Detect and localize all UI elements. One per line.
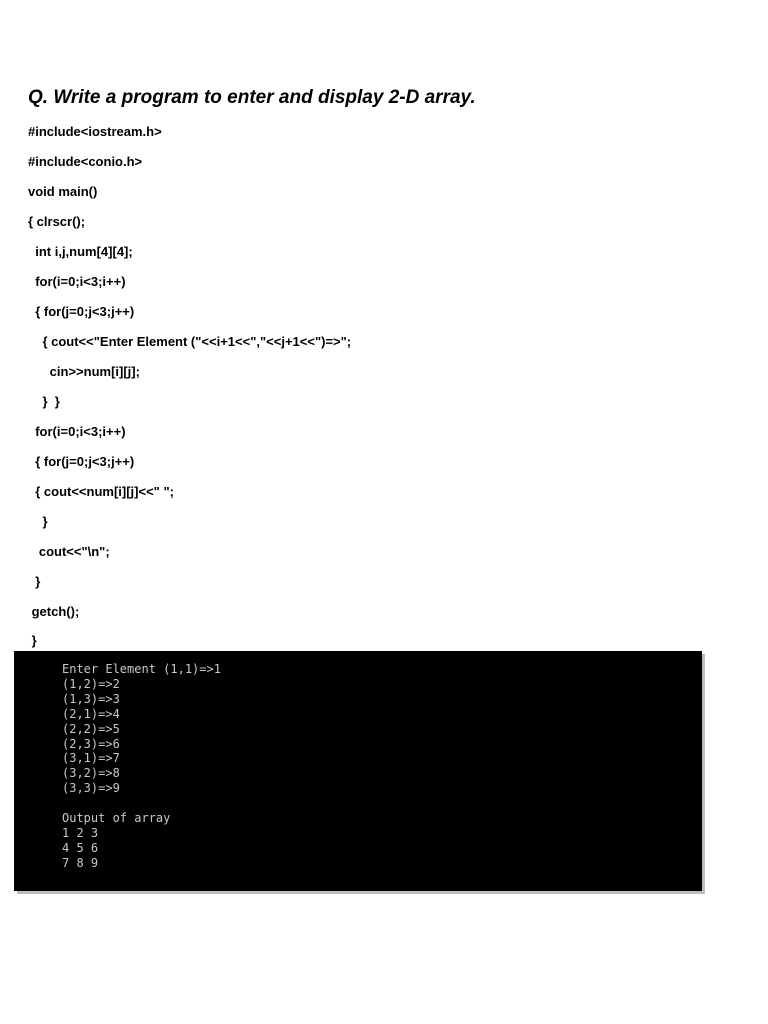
console-output-text: Enter Element (1,1)=>1 (1,2)=>2 (1,3)=>3 (2,1)=>4 (2,2)=>5 (2,3)=>6 (3,1)=>7 (3,2)=>8 (3,3)=>9 Output of array 1 2 3 4 5 6 7 8 9 [62,662,221,870]
console-output-screenshot [14,651,702,891]
code-line: cout<<"\n"; [28,544,110,559]
code-line: { cout<<num[i][j]<<" "; [28,484,174,499]
code-line: for(i=0;i<3;i++) [28,274,126,289]
code-line: } [28,633,37,648]
code-line: } [28,574,41,589]
code-line: cin>>num[i][j]; [28,364,140,379]
code-line: int i,j,num[4][4]; [28,244,133,259]
code-line: #include<iostream.h> [28,124,162,139]
code-line: getch(); [28,604,80,619]
code-line: { for(j=0;j<3;j++) [28,304,135,319]
code-line: for(i=0;i<3;i++) [28,424,126,439]
code-line: } [28,514,48,529]
question-heading: Q. Write a program to enter and display 2-D array. [28,87,476,108]
code-line: { for(j=0;j<3;j++) [28,454,135,469]
code-line: { clrscr(); [28,214,86,229]
code-line: } } [28,394,60,409]
code-line: { cout<<"Enter Element ("<<i+1<<","<<j+1<<")=>"; [28,334,352,349]
code-line: #include<conio.h> [28,154,143,169]
code-line: void main() [28,184,98,199]
